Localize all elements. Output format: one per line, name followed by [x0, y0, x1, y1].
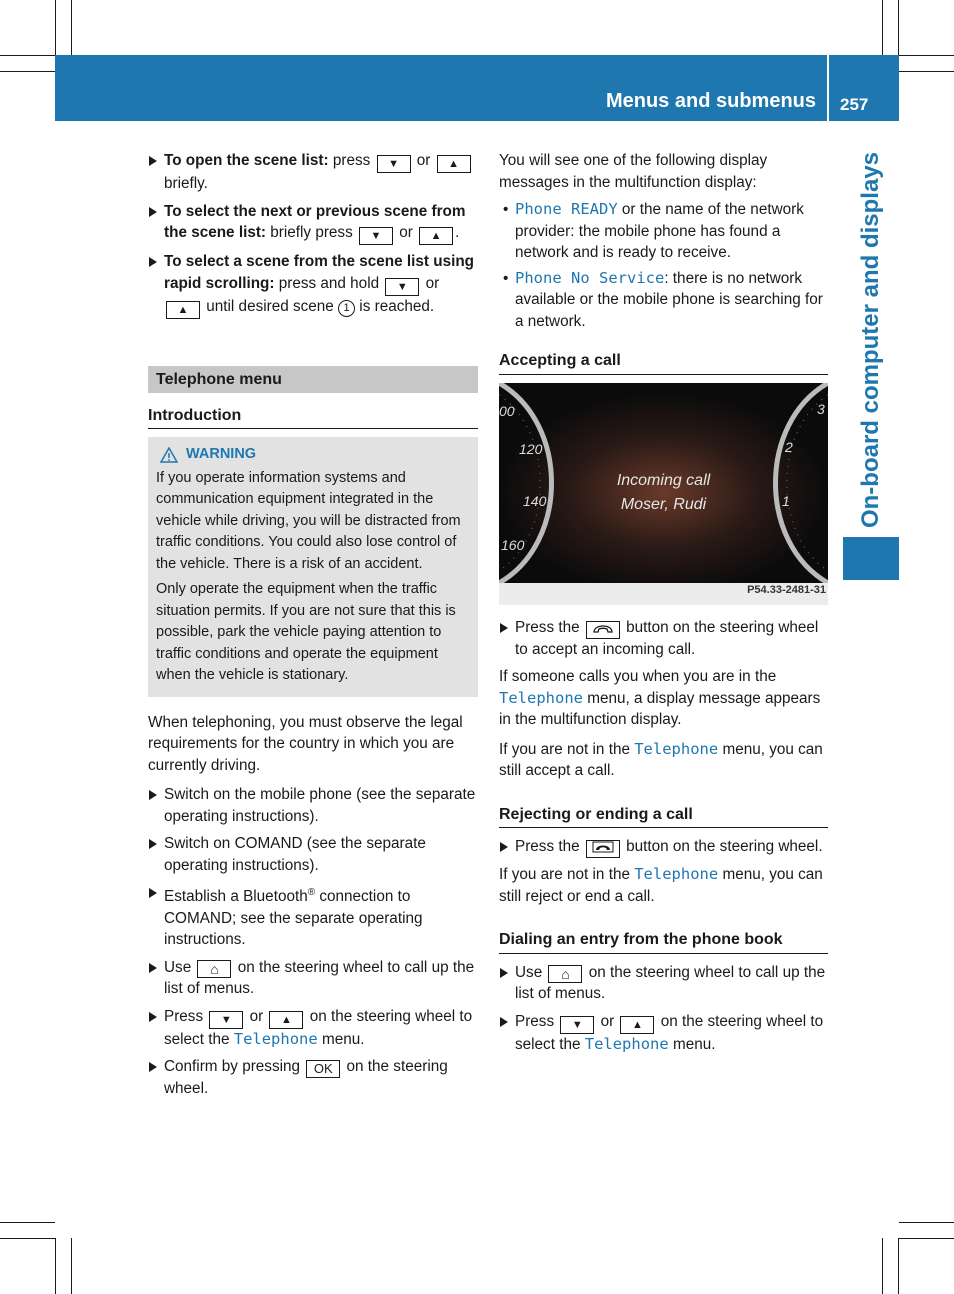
- crop-mark: [0, 55, 55, 56]
- incoming-call-line: Incoming call: [616, 471, 711, 489]
- step-select-telephone: Press ▼ or ▲ on the steering wheel to select the Telephone menu.: [499, 1011, 828, 1056]
- accept-paragraph: If someone calls you when you are in the Telephone menu, a display message appears in the multifunction display.: [499, 668, 821, 728]
- section-title-telephone-menu: Telephone menu: [148, 366, 478, 393]
- step-reject-call: Press the button on the steering wheel.: [499, 836, 828, 858]
- incoming-call-display: [499, 469, 828, 517]
- subhead-introduction: Introduction: [148, 405, 478, 430]
- status-bullet: • Phone No Service: there is no network available or the mobile phone is searching for a network.: [499, 268, 828, 333]
- warning-label: WARNING: [186, 446, 257, 462]
- step-accept-call: Press the button on the steering wheel to accept an incoming call.: [499, 617, 828, 661]
- warning-paragraph: Only operate the equipment when the traffic situation permits. If you are not sure that this is possible, park the vehicle paying attention to traffic conditions and operate the equipment when the vehicle is stationary.: [156, 581, 456, 683]
- crop-mark: [71, 1238, 72, 1294]
- display-text-telephone: Telephone: [584, 1034, 669, 1053]
- display-text-telephone: Telephone: [634, 739, 719, 758]
- crop-mark: [899, 71, 954, 72]
- display-text-telephone: Telephone: [233, 1029, 318, 1048]
- crop-mark: [882, 0, 883, 55]
- crop-mark: [898, 0, 899, 55]
- up-key-icon: ▲: [269, 1011, 303, 1029]
- down-key-icon: ▼: [377, 155, 411, 173]
- registered-mark: ®: [307, 887, 316, 898]
- step-call-menus: Use ⌂ on the steering wheel to call up the list of menus.: [148, 957, 478, 1000]
- side-chapter-title: On-board computer and displays: [857, 151, 884, 529]
- display-text-telephone: Telephone: [634, 865, 719, 883]
- reject-paragraph: If you are not in the Telephone menu, you can still reject or end a call.: [499, 865, 823, 905]
- crop-mark: [55, 0, 56, 55]
- left-column: [148, 150, 478, 1106]
- status-bullets: [499, 199, 828, 332]
- speed-label: 00: [499, 402, 515, 419]
- down-key-icon: ▼: [359, 227, 393, 245]
- crop-mark: [882, 1238, 883, 1294]
- speed-label: 120: [519, 440, 543, 457]
- down-key-icon: ▼: [385, 278, 419, 296]
- side-chapter-tab: [843, 537, 899, 580]
- step-call-menus: Use ⌂ on the steering wheel to call up the list of menus.: [499, 962, 828, 1005]
- crop-mark: [71, 0, 72, 55]
- down-key-icon: ▼: [209, 1011, 243, 1029]
- warning-box: [148, 437, 478, 697]
- phone-accept-icon: [586, 621, 620, 639]
- ok-key-icon: OK: [306, 1060, 340, 1078]
- home-key-icon: ⌂: [548, 965, 582, 983]
- display-messages-intro: You will see one of the following display messages in the multifunction display:: [499, 152, 768, 191]
- header-title: Menus and submenus: [605, 90, 816, 112]
- subhead-dialing-phonebook: Dialing an entry from the phone book: [499, 929, 828, 954]
- up-key-icon: ▲: [419, 227, 453, 245]
- scene-step: To open the scene list: press ▼ or ▲ briefly.: [148, 150, 478, 195]
- rpm-label: 1: [782, 492, 790, 509]
- crop-mark: [898, 1238, 899, 1294]
- up-key-icon: ▲: [437, 155, 471, 173]
- speed-label: 140: [523, 492, 547, 509]
- header-divider: [827, 55, 829, 121]
- display-text: Phone No Service: [515, 268, 665, 287]
- right-column: [499, 150, 828, 1061]
- step-confirm-ok: Confirm by pressing OK on the steering wheel.: [148, 1056, 478, 1100]
- step-switch-phone: Switch on the mobile phone (see the separate operating instructions).: [148, 784, 478, 827]
- crop-mark: [899, 1238, 954, 1239]
- crop-mark: [899, 55, 954, 56]
- step-bluetooth: Establish a Bluetooth® connection to COMAND; see the separate operating instructions.: [148, 882, 478, 951]
- subhead-rejecting-call: Rejecting or ending a call: [499, 804, 828, 829]
- home-key-icon: ⌂: [197, 960, 231, 978]
- intro-paragraph: When telephoning, you must observe the legal requirements for the country in which you are currently driving.: [148, 713, 463, 774]
- crop-mark: [0, 1238, 55, 1239]
- page-number: 257: [840, 95, 869, 114]
- instrument-cluster-figure: [499, 383, 828, 605]
- subhead-accepting-call: Accepting a call: [499, 350, 828, 375]
- step-select-telephone: Press ▼ or ▲ on the steering wheel to select the Telephone menu.: [148, 1006, 478, 1051]
- display-text-telephone: Telephone: [499, 688, 583, 707]
- scene-steps: [148, 150, 478, 319]
- scene-step: To select the next or previous scene from the scene list: briefly press ▼ or ▲ .: [148, 201, 478, 246]
- crop-mark: [0, 71, 55, 72]
- scene-number-marker: 1: [338, 300, 355, 317]
- crop-mark: [0, 1222, 55, 1223]
- speed-label: 160: [501, 536, 525, 553]
- up-key-icon: ▲: [620, 1016, 654, 1034]
- down-key-icon: ▼: [560, 1016, 594, 1034]
- display-text: Phone READY: [515, 200, 618, 218]
- status-bullet: • Phone READY or the name of the network provider: the mobile phone has found a network and is ready to receive.: [499, 199, 828, 264]
- accept-paragraph: If you are not in the Telephone menu, you can still accept a call.: [499, 739, 823, 779]
- warning-paragraph: If you operate information systems and communication equipment integrated in the vehicle while driving, you will be distracted from traffic conditions. You could also lose control of the vehicle. There is a risk of an accident.: [156, 469, 461, 572]
- up-key-icon: ▲: [166, 301, 200, 319]
- warning-heading: [156, 444, 470, 466]
- figure-reference: P54.33-2481-31: [747, 584, 826, 596]
- step-switch-comand: Switch on COMAND (see the separate operating instructions).: [148, 833, 478, 876]
- phone-end-icon: [586, 840, 620, 858]
- rpm-label: 2: [785, 438, 793, 455]
- crop-mark: [55, 1238, 56, 1294]
- scene-step: To select a scene from the scene list using rapid scrolling: press and hold ▼ or ▲ until desired scene 1 is reached.: [148, 251, 478, 319]
- crop-mark: [899, 1222, 954, 1223]
- warning-triangle-icon: [160, 447, 178, 463]
- caller-name: Moser, Rudi: [620, 495, 707, 513]
- rpm-label: 3: [817, 400, 825, 417]
